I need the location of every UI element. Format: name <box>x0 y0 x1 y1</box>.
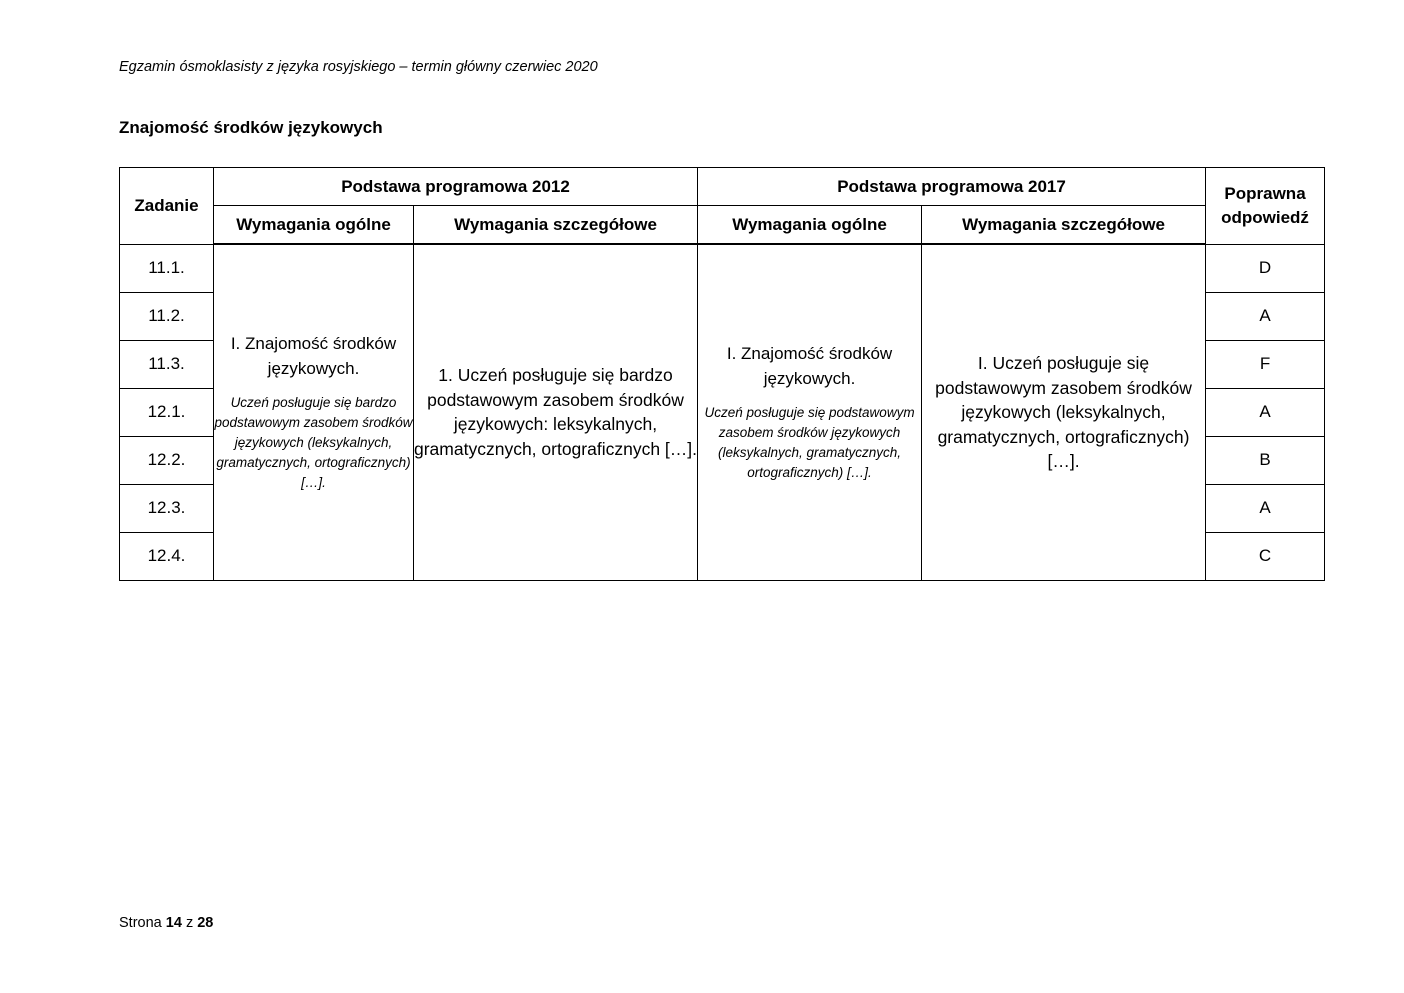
task-number: 11.1. <box>120 244 214 292</box>
header-task: Zadanie <box>120 168 214 245</box>
pp2017-general-cell <box>698 244 922 580</box>
task-number: 11.3. <box>120 340 214 388</box>
header-pp2017-general: Wymagania ogólne <box>698 206 922 245</box>
header-answer: Poprawna odpowiedź <box>1206 168 1325 245</box>
pp2012-general-cell <box>214 244 414 580</box>
section-title: Znajomość środków językowych <box>119 118 383 137</box>
answer: D <box>1206 244 1325 292</box>
pp2012-general-sub: Uczeń posługuje się bardzo podstawowym zasobem środków językowych (leksykalnych, gramatycznych, ortograficznych) […]. <box>214 395 413 491</box>
header-pp2012: Podstawa programowa 2012 <box>214 168 698 206</box>
task-number: 11.2. <box>120 292 214 340</box>
pp2017-detailed-cell: I. Uczeń posługuje się podstawowym zasobem środków językowych (leksykalnych, gramatycznych, ortograficznych) […]. <box>922 244 1206 580</box>
answer: A <box>1206 484 1325 532</box>
pp2012-detailed-cell: 1. Uczeń posługuje się bardzo podstawowym zasobem środków językowych: leksykalnych, gramatycznych, ortograficznych […]. <box>414 244 698 580</box>
header-pp2012-detailed: Wymagania szczegółowe <box>414 206 698 245</box>
table-row <box>120 244 1325 292</box>
header-pp2012-general: Wymagania ogólne <box>214 206 414 245</box>
pp2017-general-sub: Uczeń posługuje się podstawowym zasobem środków językowych (leksykalnych, gramatycznych, ortograficznych) […]. <box>704 405 915 481</box>
running-header: Egzamin ósmoklasisty z języka rosyjskiego – termin główny czerwiec 2020 <box>119 59 598 75</box>
header-pp2017: Podstawa programowa 2017 <box>698 168 1206 206</box>
footer-separator: z <box>185 915 194 931</box>
footer-prefix: Strona <box>119 915 162 931</box>
header-pp2017-detailed: Wymagania szczegółowe <box>922 206 1206 245</box>
page-footer <box>119 915 213 931</box>
answer: C <box>1206 532 1325 580</box>
footer-total-pages: 28 <box>197 915 214 931</box>
pp2017-general-main: I. Znajomość środków językowych. <box>726 344 893 389</box>
requirements-table <box>119 167 1325 581</box>
task-number: 12.2. <box>120 436 214 484</box>
task-number: 12.1. <box>120 388 214 436</box>
task-number: 12.3. <box>120 484 214 532</box>
answer: F <box>1206 340 1325 388</box>
answer: B <box>1206 436 1325 484</box>
footer-page-number: 14 <box>165 915 182 931</box>
answer: A <box>1206 292 1325 340</box>
answer: A <box>1206 388 1325 436</box>
task-number: 12.4. <box>120 532 214 580</box>
pp2012-general-main: I. Znajomość środków językowych. <box>230 334 397 379</box>
